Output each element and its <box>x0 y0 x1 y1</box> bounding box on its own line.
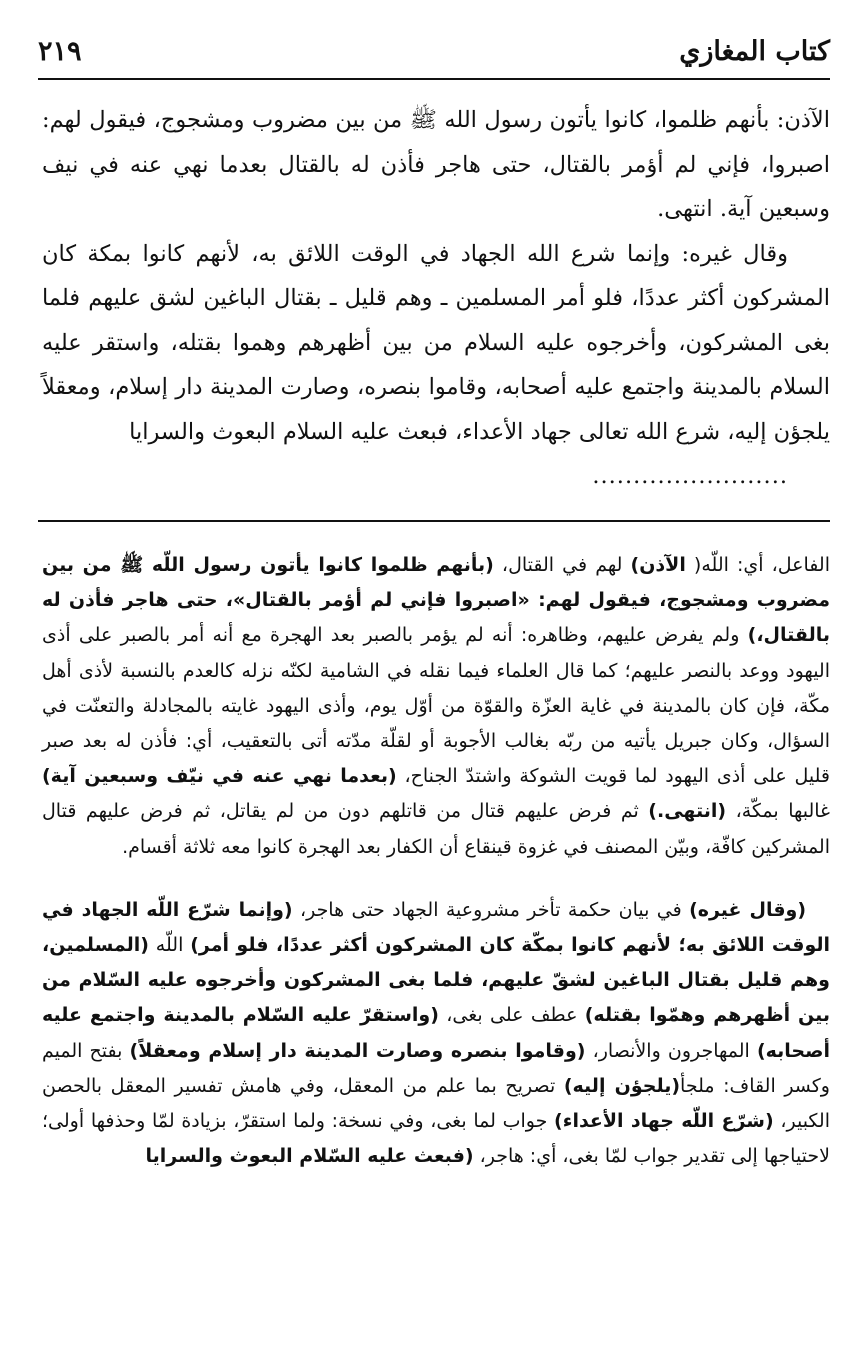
bold-quoted-text: (انتهى.) <box>648 800 727 823</box>
commentary <box>42 548 830 1174</box>
commentary-text: الفاعل، أي: اللّه( <box>685 554 830 576</box>
bold-quoted-text: (فبعث عليه السّلام البعوث والسرايا <box>145 1145 474 1168</box>
commentary-text: غالبها بمكّة، <box>726 800 830 823</box>
main-text <box>42 98 830 499</box>
commentary-text: ولم يفرض عليهم، وظاهره: أنه لم يؤمر بالصبر بعد الهجرة مع أنه أمر بالصبر على أذى اليهود ووعد بالنصر عليهم؛ كما قال العلماء فيما نقله في الشامية لكنّه نزله كالعدم بالنسبة لأذى أهل مكّة، فإن كان بالمدينة في غاية العزّة والقوّة من أوّل يوم، وأذى اليهود غايته بالمجادلة والتعنّت في السؤال، وكان جبريل يأتيه من ربّه بغالب الأجوبة أو لقلّة مدّته أتى بالتعقيب، أي: فأذن له بعد صبر قليل على أذى اليهود لما قويت الشوكة واشتدّ الجناح، <box>42 624 830 788</box>
page-header <box>38 26 830 76</box>
bold-quoted-text: (شرّع اللّه جهاد الأعداء) <box>554 1110 774 1133</box>
book-title: كتاب المغازي <box>679 35 830 67</box>
commentary-text: ثم فرض عليهم قتال من قاتلهم دون من لم يقاتل، ثم فرض عليهم قتال المشركين كافّة، وبيّن المصنف في غزوة قينقاع أن الكفار بعد الهجرة كانوا معه ثلاثة أقسام. <box>42 800 830 858</box>
bold-quoted-text: (بعدما نهي عنه في نيّف وسبعين آية) <box>42 765 397 788</box>
header-rule <box>38 78 830 80</box>
commentary-text: المهاجرون والأنصار، <box>585 1039 757 1062</box>
commentary-text: بفتح الميم وكسر القاف: ملجأ <box>42 1039 830 1097</box>
separator-rule <box>38 520 830 522</box>
commentary-text: جواب لما بغى، وفي نسخة: ولما استقرّ، بزيادة لمّا وحذفها أولى؛ لاحتياجها إلى تقدير جواب لمّا بغى، أي: هاجر، <box>42 1110 830 1168</box>
commentary-text: في بيان حكمة تأخر مشروعية الجهاد حتى هاجر، <box>292 898 690 921</box>
commentary-text: عطف على بغى، <box>438 1004 585 1027</box>
main-text-paragraph-1: الآذن: بأنهم ظلموا، كانوا يأتون رسول الله ﷺ من بين مضروب ومشجوج، فيقول لهم: اصبروا، فإني لم أؤمر بالقتال، حتى هاجر فأذن له بالقتال بعدما نهي عنه في نيف وسبعين آية. انتهى. <box>42 107 830 222</box>
bold-quoted-text: (بأنهم ظلموا كانوا يأتون رسول اللّه ﷺ من بين مضروب ومشجوج، فيقول لهم: «اصبروا فإني لم أؤمر بالقتال»، حتى هاجر فأذن له بالقتال،) <box>42 554 830 647</box>
commentary-text: تصريح بما علم من المعقل، وفي هامش تفسير المعقل بالحصن الكبير، <box>42 1074 830 1133</box>
page-number: ٢١٩ <box>38 35 82 67</box>
main-text-paragraph-2-text: وقال غيره: وإنما شرع الله الجهاد في الوقت اللائق به، لأنهم كانوا بمكة كان المشركون أكثر عددًا، فلو أمر المسلمين ـ وهم قليل ـ بقتال الباغين لشق عليهم فلما بغى المشركون، وأخرجوه عليه السلام من بين أظهرهم وهموا بقتله، واستقر عليه السلام بالمدينة واجتمع عليه أصحابه، وقاموا بنصره، وصارت المدينة دار إسلام، ومعقلاً يلجؤن إليه، شرع الله تعالى جهاد الأعداء، فبعث عليه السلام البعوث والسرايا <box>42 240 830 445</box>
bold-quoted-text: (وقال غيره) <box>689 898 807 921</box>
bold-quoted-text: (يلجؤن إليه) <box>563 1074 681 1097</box>
bold-quoted-text: الآذن) <box>630 554 686 576</box>
commentary-paragraph-2 <box>42 893 830 1175</box>
bold-quoted-text: (واستقرّ عليه السّلام بالمدينة واجتمع عليه أصحابه) <box>42 1004 830 1062</box>
commentary-text: لهم في القتال، <box>493 554 631 576</box>
bold-quoted-text: (وقاموا بنصره وصارت المدينة دار إسلام ومعقلاً) <box>129 1039 586 1062</box>
commentary-paragraph-1 <box>42 548 830 865</box>
bold-quoted-text: (المسلمين، وهم قليل بقتال الباغين لشقّ عليهم، فلما بغى المشركون وأخرجوه عليه السّلام من بين أظهرهم وهمّوا بقتله) <box>42 934 831 1027</box>
main-text-paragraph-2 <box>42 232 830 499</box>
bold-quoted-text: (وإنما شرّع اللّه الجهاد في الوقت اللائق به؛ لأنهم كانوا بمكّة كان المشركون أكثر عددًا، فلو أمر) <box>42 898 831 957</box>
commentary-text: اللّه <box>148 934 191 957</box>
continuation-dots: ........................ <box>592 463 788 489</box>
